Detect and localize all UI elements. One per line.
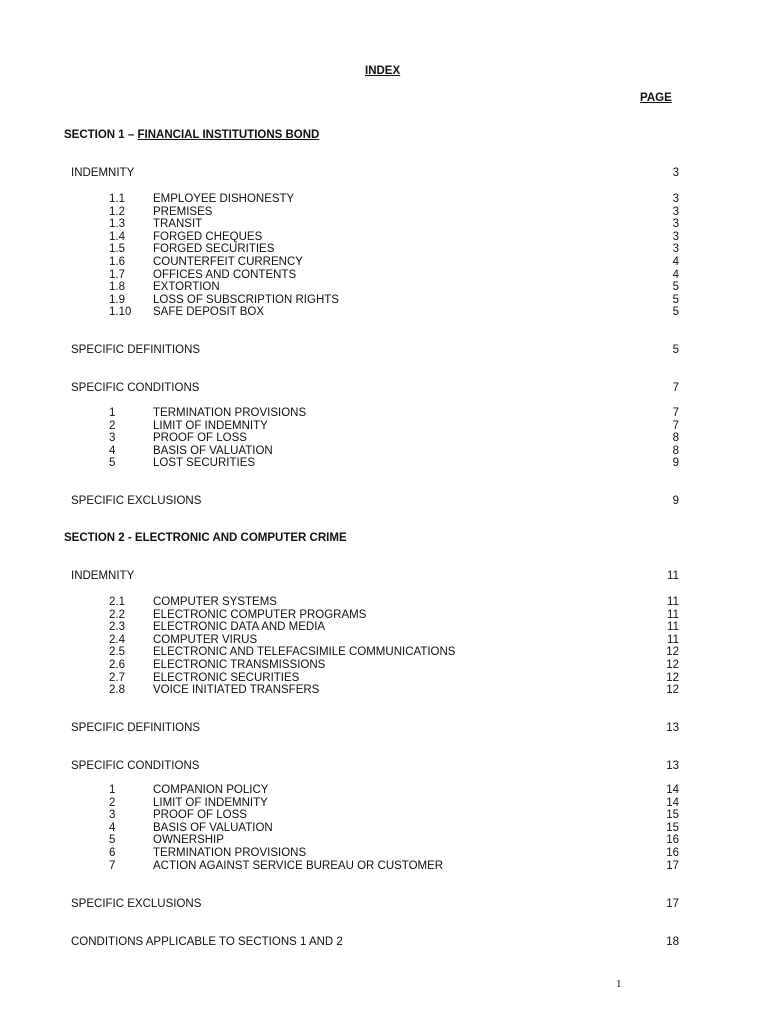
- entry-label: FORGED SECURITIES: [153, 243, 275, 256]
- entry-label: SPECIFIC CONDITIONS: [71, 382, 200, 394]
- entry-page: 7: [672, 382, 679, 394]
- toc-subentry[interactable]: [0, 834, 768, 847]
- entry-page: 3: [672, 218, 679, 231]
- entry-page: 4: [672, 268, 679, 281]
- entry-page: 11: [667, 633, 679, 646]
- entry-number: 7: [109, 859, 116, 872]
- entry-number: 1: [109, 407, 116, 419]
- entry-label: LOSS OF SUBSCRIPTION RIGHTS: [153, 293, 339, 306]
- entry-number: 1.3: [109, 218, 125, 231]
- toc-subentry[interactable]: [0, 269, 768, 282]
- entry-page: 15: [666, 809, 679, 822]
- entry-number: 2.3: [109, 621, 125, 634]
- entry-label: SPECIFIC EXCLUSIONS: [71, 898, 202, 910]
- entry-page: 7: [672, 407, 679, 419]
- entry-number: 1: [109, 784, 116, 796]
- toc-subentry[interactable]: [0, 634, 768, 647]
- toc-subentry[interactable]: [0, 306, 768, 319]
- entry-label: COUNTERFEIT CURRENCY: [153, 256, 303, 268]
- entry-number: 2.1: [109, 596, 125, 608]
- toc-subentry[interactable]: [0, 822, 768, 835]
- entry-label: EMPLOYEE DISHONESTY: [153, 193, 295, 205]
- entry-label: BASIS OF VALUATION: [153, 821, 273, 834]
- toc-subentry[interactable]: [0, 659, 768, 672]
- entry-label: INDEMNITY: [71, 570, 135, 582]
- entry-label: LOST SECURITIES: [153, 457, 256, 470]
- toc-entry-s2-definitions[interactable]: [0, 722, 768, 735]
- section-1-name: FINANCIAL INSTITUTIONS BOND: [137, 129, 320, 141]
- toc-entry-s2-conditions[interactable]: [0, 760, 768, 773]
- entry-number: 5: [109, 457, 116, 470]
- entry-page: 17: [666, 898, 679, 910]
- toc-subentry[interactable]: [0, 621, 768, 634]
- entry-label: VOICE INITIATED TRANSFERS: [153, 684, 320, 697]
- footer-page-number: 1: [616, 978, 622, 990]
- entry-page: 14: [666, 796, 679, 809]
- entry-label: PROOF OF LOSS: [153, 432, 247, 445]
- entry-number: 2.2: [109, 608, 125, 621]
- entry-number: 2: [109, 796, 116, 809]
- toc-subentry[interactable]: [0, 206, 768, 219]
- page-column-header: PAGE: [640, 92, 672, 104]
- entry-label: INDEMNITY: [71, 167, 135, 179]
- entry-page: 5: [672, 293, 679, 306]
- toc-subentry[interactable]: [0, 457, 768, 470]
- entry-page: 16: [666, 847, 679, 859]
- entry-label: SAFE DEPOSIT BOX: [153, 306, 264, 319]
- entry-label: ELECTRONIC COMPUTER PROGRAMS: [153, 608, 367, 621]
- entry-number: 1.1: [109, 193, 125, 205]
- entry-label: TERMINATION PROVISIONS: [153, 847, 307, 859]
- toc-subentry[interactable]: [0, 860, 768, 873]
- entry-label: COMPUTER VIRUS: [153, 633, 258, 646]
- entry-page: 11: [667, 596, 679, 608]
- entry-number: 1.7: [109, 268, 125, 281]
- entry-page: 17: [666, 859, 679, 872]
- entry-label: SPECIFIC CONDITIONS: [71, 760, 200, 772]
- entry-page: 12: [666, 684, 679, 697]
- toc-subentry[interactable]: [0, 420, 768, 433]
- toc-subentry[interactable]: [0, 294, 768, 307]
- toc-subentry[interactable]: [0, 256, 768, 269]
- section-1-heading: [64, 129, 319, 141]
- entry-label: TRANSIT: [153, 218, 203, 231]
- entry-page: 12: [666, 646, 679, 659]
- toc-entry-s1-exclusions[interactable]: [0, 495, 768, 508]
- entry-page: 18: [666, 936, 679, 948]
- toc-subentry[interactable]: [0, 809, 768, 822]
- entry-label: FORGED CHEQUES: [153, 230, 263, 243]
- entry-number: 2.6: [109, 659, 125, 671]
- toc-entry-s1-definitions[interactable]: [0, 344, 768, 357]
- section-2-heading: SECTION 2 - ELECTRONIC AND COMPUTER CRIME: [64, 532, 347, 544]
- entry-page: 9: [672, 457, 679, 470]
- toc-subentry[interactable]: [0, 218, 768, 231]
- entry-number: 1.5: [109, 243, 125, 256]
- entry-number: 5: [109, 834, 116, 847]
- entry-number: 4: [109, 444, 116, 457]
- entry-label: OFFICES AND CONTENTS: [153, 268, 297, 281]
- entry-label: ACTION AGAINST SERVICE BUREAU OR CUSTOMER: [153, 859, 444, 872]
- entry-label: TERMINATION PROVISIONS: [153, 407, 307, 419]
- toc-entry-s2-exclusions[interactable]: [0, 898, 768, 911]
- entry-number: 2.8: [109, 684, 125, 697]
- entry-label: ELECTRONIC SECURITIES: [153, 671, 300, 684]
- toc-entry-general-conditions[interactable]: [0, 936, 768, 949]
- entry-page: 7: [672, 419, 679, 432]
- toc-subentry[interactable]: [0, 797, 768, 810]
- entry-page: 13: [666, 760, 679, 772]
- entry-page: 14: [666, 784, 679, 796]
- toc-subentry[interactable]: [0, 432, 768, 445]
- entry-number: 2.4: [109, 633, 125, 646]
- entry-label: SPECIFIC DEFINITIONS: [71, 722, 201, 734]
- entry-page: 4: [672, 256, 679, 268]
- entry-number: 6: [109, 847, 116, 859]
- entry-label: OWNERSHIP: [153, 834, 224, 847]
- entry-page: 13: [666, 722, 679, 734]
- section-1-prefix: SECTION 1 –: [64, 129, 138, 141]
- toc-subentry[interactable]: [0, 445, 768, 458]
- entry-number: 1.4: [109, 230, 125, 243]
- toc-subentry[interactable]: [0, 684, 768, 697]
- entry-page: 12: [666, 659, 679, 671]
- entry-number: 1.10: [109, 306, 132, 319]
- entry-page: 12: [666, 671, 679, 684]
- entry-page: 16: [666, 834, 679, 847]
- entry-page: 11: [667, 608, 679, 621]
- entry-page: 3: [672, 205, 679, 218]
- entry-label: PROOF OF LOSS: [153, 809, 247, 822]
- entry-label: SPECIFIC EXCLUSIONS: [71, 495, 202, 507]
- entry-number: 4: [109, 821, 116, 834]
- entry-page: 3: [672, 230, 679, 243]
- toc-entry-s1-indemnity[interactable]: [0, 167, 768, 180]
- entry-number: 1.6: [109, 256, 125, 268]
- toc-subentry[interactable]: [0, 407, 768, 420]
- toc-subentry[interactable]: [0, 231, 768, 244]
- toc-subentry[interactable]: [0, 243, 768, 256]
- entry-number: 2.5: [109, 646, 125, 659]
- entry-number: 1.8: [109, 281, 125, 294]
- entry-label: CONDITIONS APPLICABLE TO SECTIONS 1 AND 2: [71, 936, 343, 948]
- entry-page: 11: [667, 570, 679, 582]
- entry-label: LIMIT OF INDEMNITY: [153, 419, 268, 432]
- entry-page: 5: [672, 281, 679, 294]
- entry-number: 2: [109, 419, 116, 432]
- index-title: INDEX: [365, 65, 401, 77]
- entry-page: 3: [672, 193, 679, 205]
- toc-subentry[interactable]: [0, 193, 768, 206]
- entry-label: ELECTRONIC TRANSMISSIONS: [153, 659, 326, 671]
- entry-page: 8: [672, 444, 679, 457]
- entry-page: 8: [672, 432, 679, 445]
- entry-label: PREMISES: [153, 205, 213, 218]
- entry-number: 2.7: [109, 671, 125, 684]
- entry-label: BASIS OF VALUATION: [153, 444, 273, 457]
- entry-page: 11: [667, 621, 679, 634]
- entry-label: ELECTRONIC DATA AND MEDIA: [153, 621, 326, 634]
- entry-label: SPECIFIC DEFINITIONS: [71, 344, 201, 356]
- entry-number: 1.9: [109, 293, 125, 306]
- toc-subentry[interactable]: [0, 646, 768, 659]
- toc-subentry[interactable]: [0, 784, 768, 797]
- toc-subentry[interactable]: [0, 281, 768, 294]
- toc-subentry[interactable]: [0, 609, 768, 622]
- entry-page: 5: [672, 306, 679, 319]
- entry-label: COMPANION POLICY: [153, 784, 269, 796]
- toc-subentry[interactable]: [0, 672, 768, 685]
- entry-number: 3: [109, 432, 116, 445]
- entry-number: 3: [109, 809, 116, 822]
- entry-page: 15: [666, 821, 679, 834]
- entry-page: 9: [672, 495, 679, 507]
- toc-subentry[interactable]: [0, 596, 768, 609]
- entry-label: LIMIT OF INDEMNITY: [153, 796, 268, 809]
- toc-entry-s1-conditions[interactable]: [0, 382, 768, 395]
- toc-subentry[interactable]: [0, 847, 768, 860]
- toc-entry-s2-indemnity[interactable]: [0, 570, 768, 583]
- entry-label: ELECTRONIC AND TELEFACSIMILE COMMUNICATIONS: [153, 646, 456, 659]
- entry-label: EXTORTION: [153, 281, 220, 294]
- entry-page: 5: [672, 344, 679, 356]
- entry-label: COMPUTER SYSTEMS: [153, 596, 277, 608]
- entry-page: 3: [672, 243, 679, 256]
- entry-number: 1.2: [109, 205, 125, 218]
- entry-page: 3: [672, 167, 679, 179]
